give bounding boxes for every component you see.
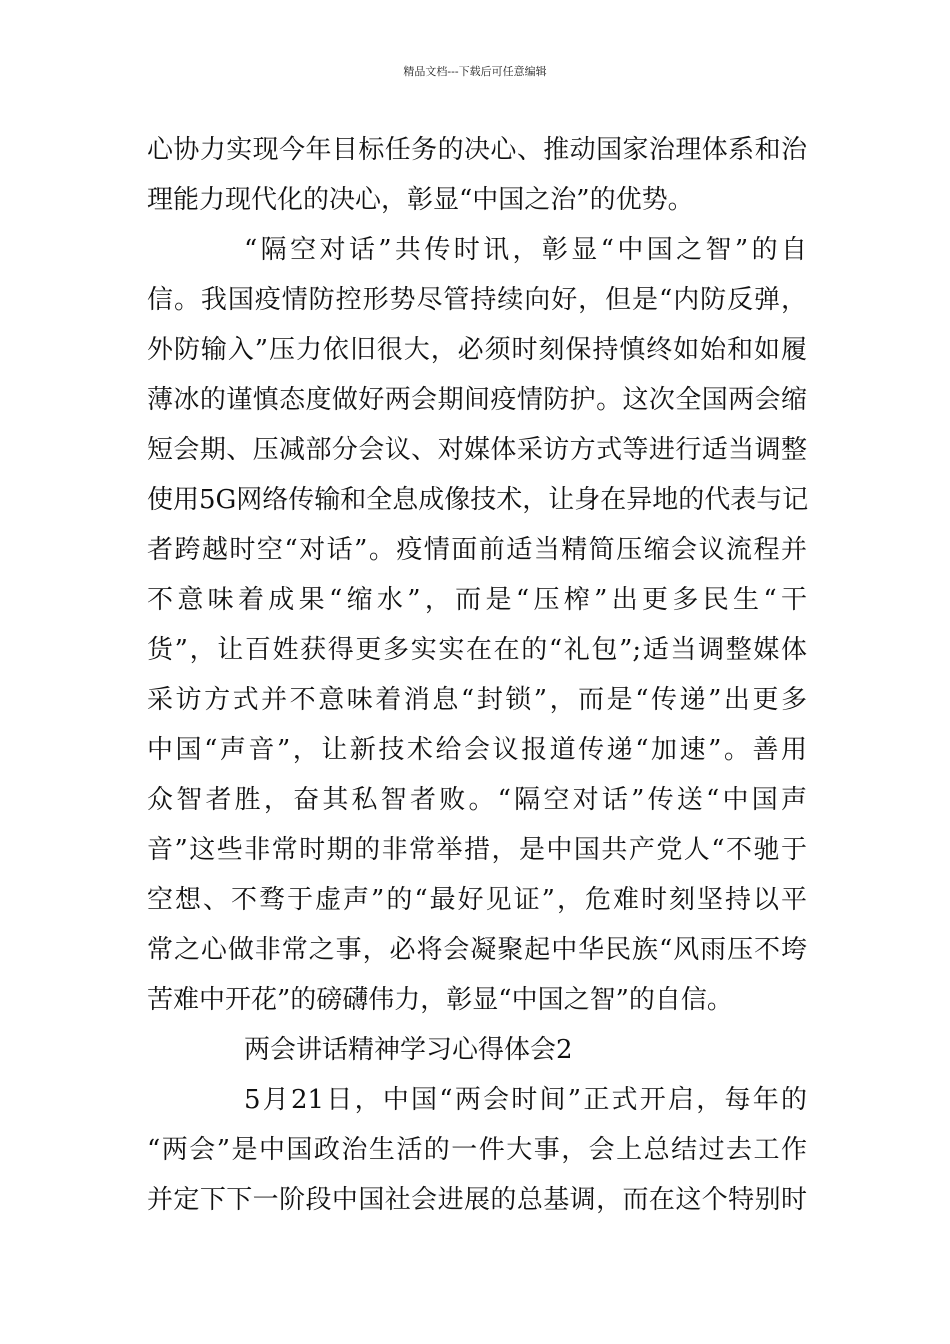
paragraph-line: 心协力实现今年目标任务的决心、推动国家治理体系和治 [147, 135, 807, 165]
paragraph-line: 者跨越时空“对话”。疫情面前适当精简压缩会议流程并 [147, 535, 807, 565]
paragraph-line: “隔空对话”共传时讯，彰显“中国之智”的自 [244, 235, 807, 265]
paragraph-line: 使用5G网络传输和全息成像技术，让身在异地的代表与记 [147, 485, 809, 515]
page-header: 精品文档---下载后可任意编辑 [403, 65, 547, 78]
paragraph-line: 5月21日，中国“两会时间”正式开启，每年的 [244, 1085, 807, 1115]
paragraph-line: 众智者胜，奋其私智者败。“隔空对话”传送“中国声 [147, 785, 807, 815]
paragraph-line: 空想、不骛于虚声”的“最好见证”，危难时刻坚持以平 [147, 885, 807, 915]
paragraph-line: 采访方式并不意味着消息“封锁”，而是“传递”出更多 [147, 685, 807, 715]
paragraph-line: 外防输入”压力依旧很大，必须时刻保持慎终如始和如履 [147, 335, 807, 365]
paragraph-line: 苦难中开花”的磅礴伟力，彰显“中国之智”的自信。 [147, 985, 733, 1015]
section-heading: 两会讲话精神学习心得体会2 [244, 1035, 573, 1065]
paragraph-line: “两会”是中国政治生活的一件大事，会上总结过去工作 [147, 1135, 807, 1165]
paragraph-line: 货”，让百姓获得更多实实在在的“礼包”;适当调整媒体 [147, 635, 807, 665]
paragraph-line: 信。我国疫情防控形势尽管持续向好，但是“内防反弹， [147, 285, 807, 315]
paragraph-line: 理能力现代化的决心，彰显“中国之治”的优势。 [147, 185, 694, 215]
paragraph-line: 不意味着成果“缩水”，而是“压榨”出更多民生“干 [147, 585, 807, 615]
paragraph-line: 常之心做非常之事，必将会凝聚起中华民族“风雨压不垮 [147, 935, 807, 965]
paragraph-line: 薄冰的谨慎态度做好两会期间疫情防护。这次全国两会缩 [147, 385, 807, 415]
paragraph-line: 短会期、压减部分会议、对媒体采访方式等进行适当调整 [147, 435, 807, 465]
paragraph-line: 并定下下一阶段中国社会进展的总基调，而在这个特别时 [147, 1185, 807, 1215]
paragraph-line: 音”这些非常时期的非常举措，是中国共产党人“不驰于 [147, 835, 807, 865]
paragraph-line: 中国“声音”，让新技术给会议报道传递“加速”。善用 [147, 735, 807, 765]
